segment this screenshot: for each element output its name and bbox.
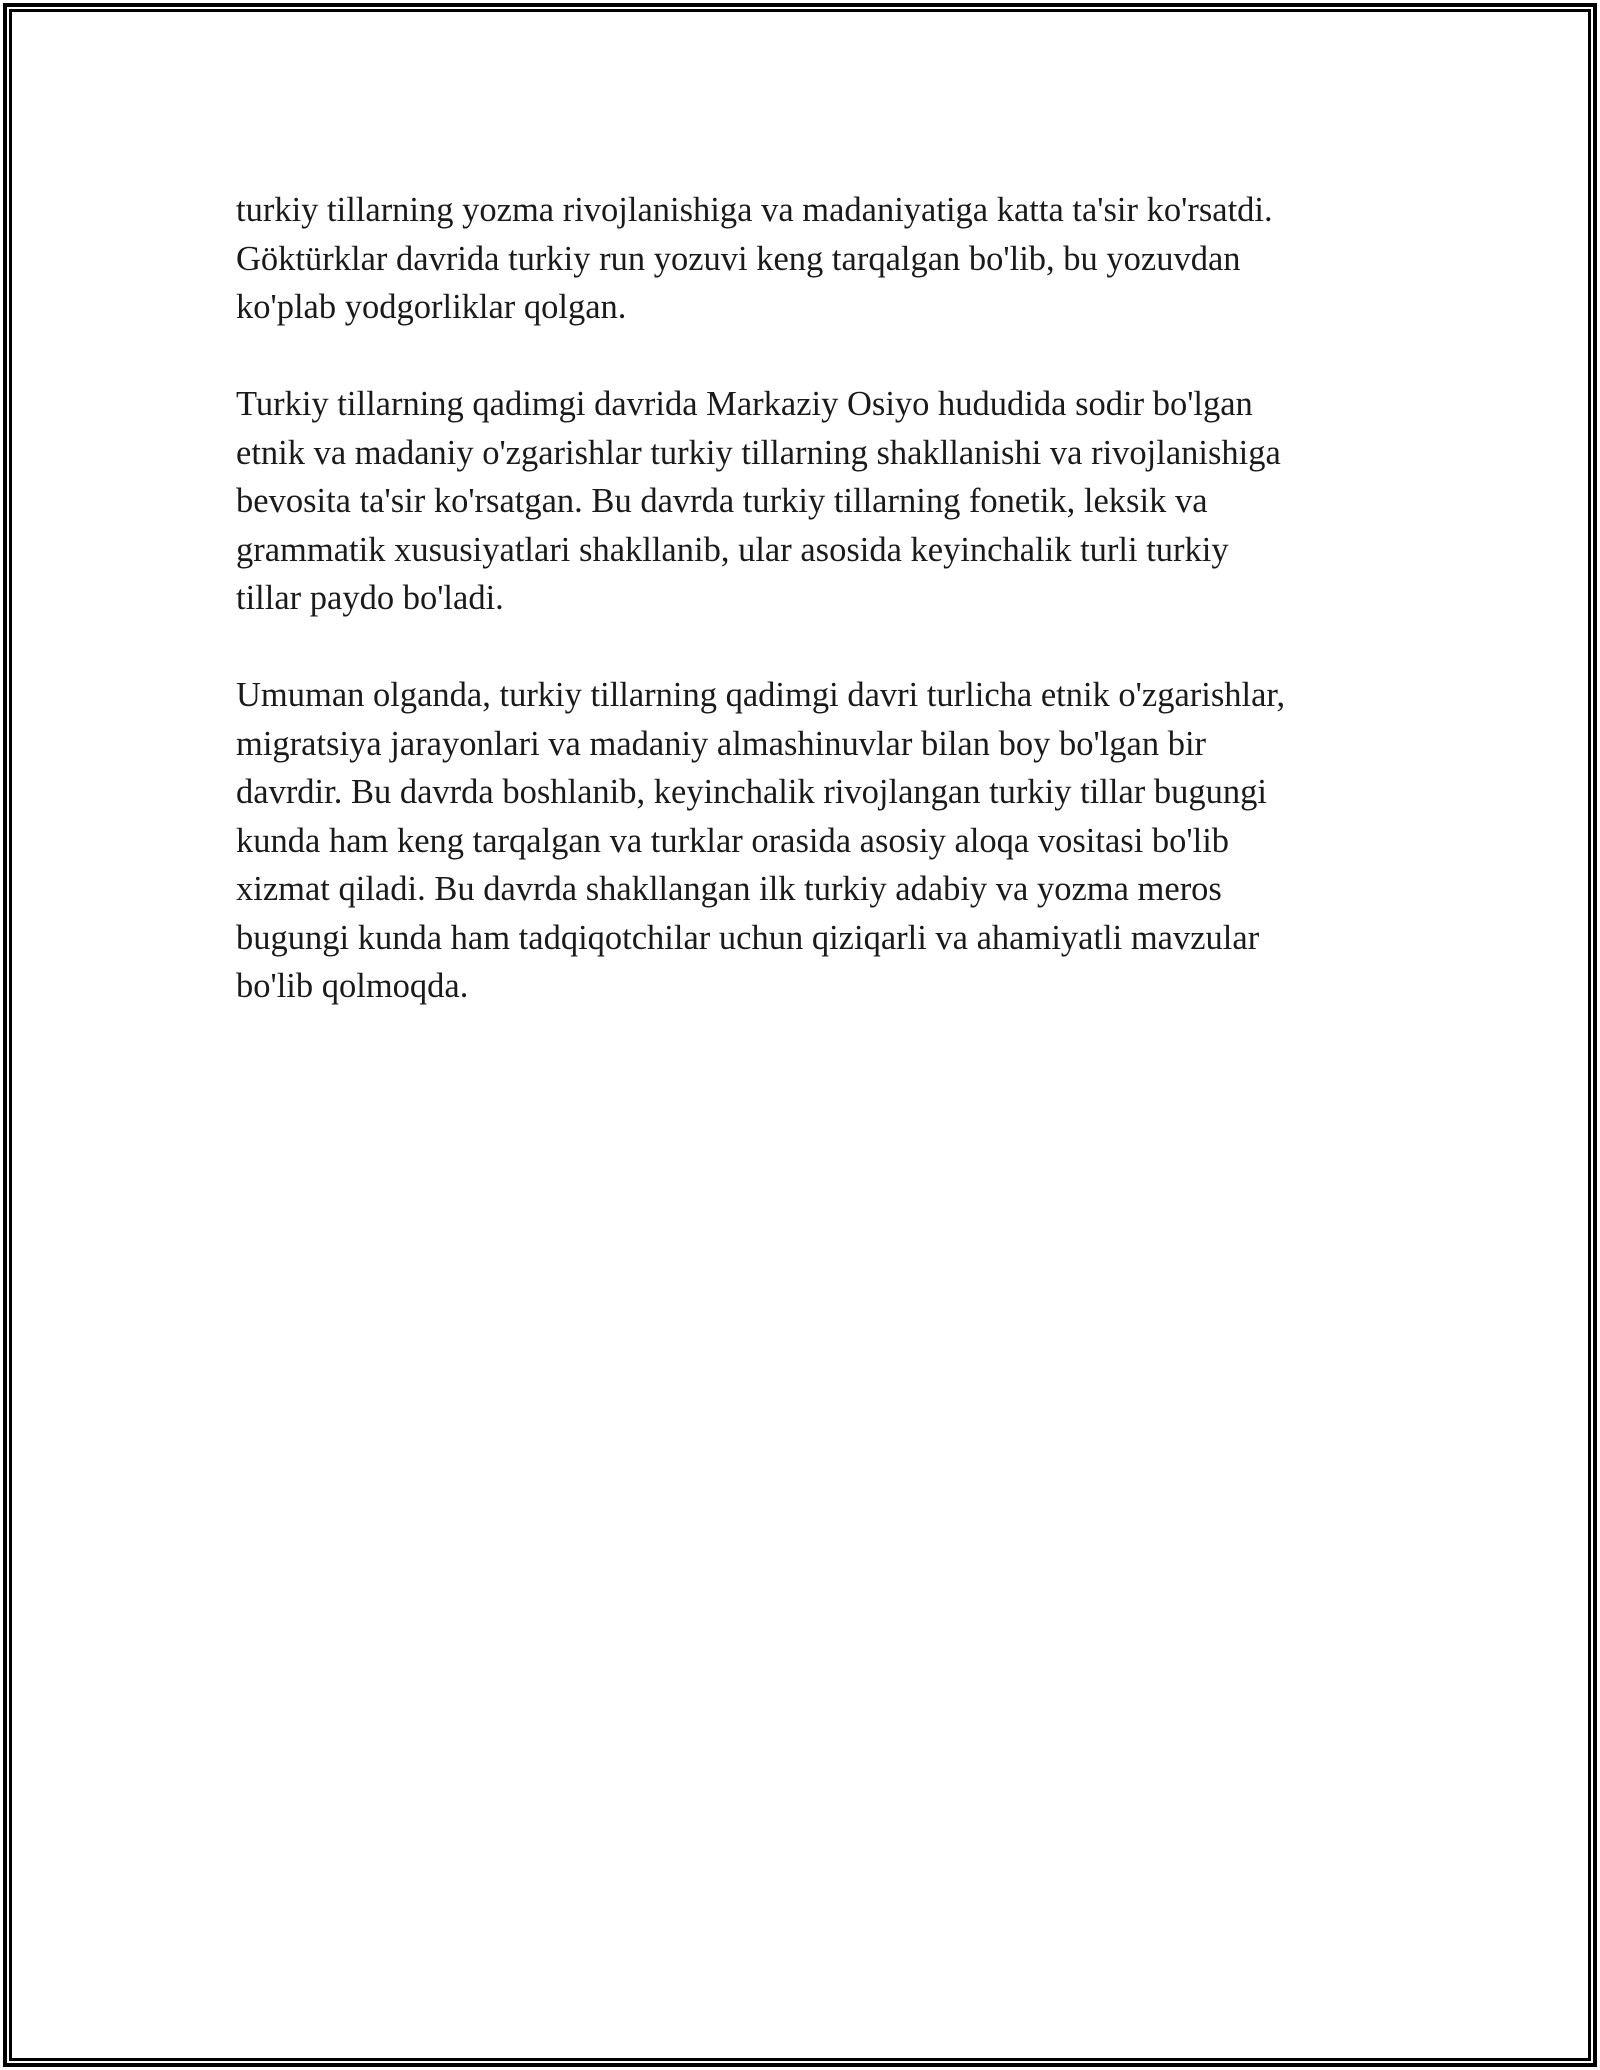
paragraph-1: turkiy tillarning yozma rivojlanishiga va madaniyatiga katta ta'sir ko'rsatdi. Göktürklar davrida turkiy run yozuvi keng tarqalgan bo'lib, bu yozuvdan ko'plab yodgorliklar qolgan. xyxy=(236,191,1273,326)
document-body xyxy=(236,186,1366,1059)
paragraph-3: Umuman olganda, turkiy tillarning qadimgi davri turlicha etnik o'zgarishlar, migratsiya jarayonlari va madaniy almashinuvlar bilan boy bo'lgan bir davrdir. Bu davrda boshlanib, keyinchalik rivojlangan turkiy tillar bugungi kunda ham keng tarqalgan va turklar orasida asosiy aloqa vositasi bo'lib xizmat qiladi. Bu davrda shakllangan ilk turkiy adabiy va yozma meros bugungi kunda ham tadqiqotchilar uchun qiziqarli va ahamiyatli mavzular bo'lib qolmoqda. xyxy=(236,676,1286,1005)
paragraph-2: Turkiy tillarning qadimgi davrida Markaziy Osiyo hududida sodir bo'lgan etnik va madaniy o'zgarishlar turkiy tillarning shakllanishi va rivojlanishiga bevosita ta'sir ko'rsatgan. Bu davrda turkiy tillarning fonetik, leksik va grammatik xususiyatlari shakllanib, ular asosida keyinchalik turli turkiy tillar paydo bo'ladi. xyxy=(236,385,1281,617)
